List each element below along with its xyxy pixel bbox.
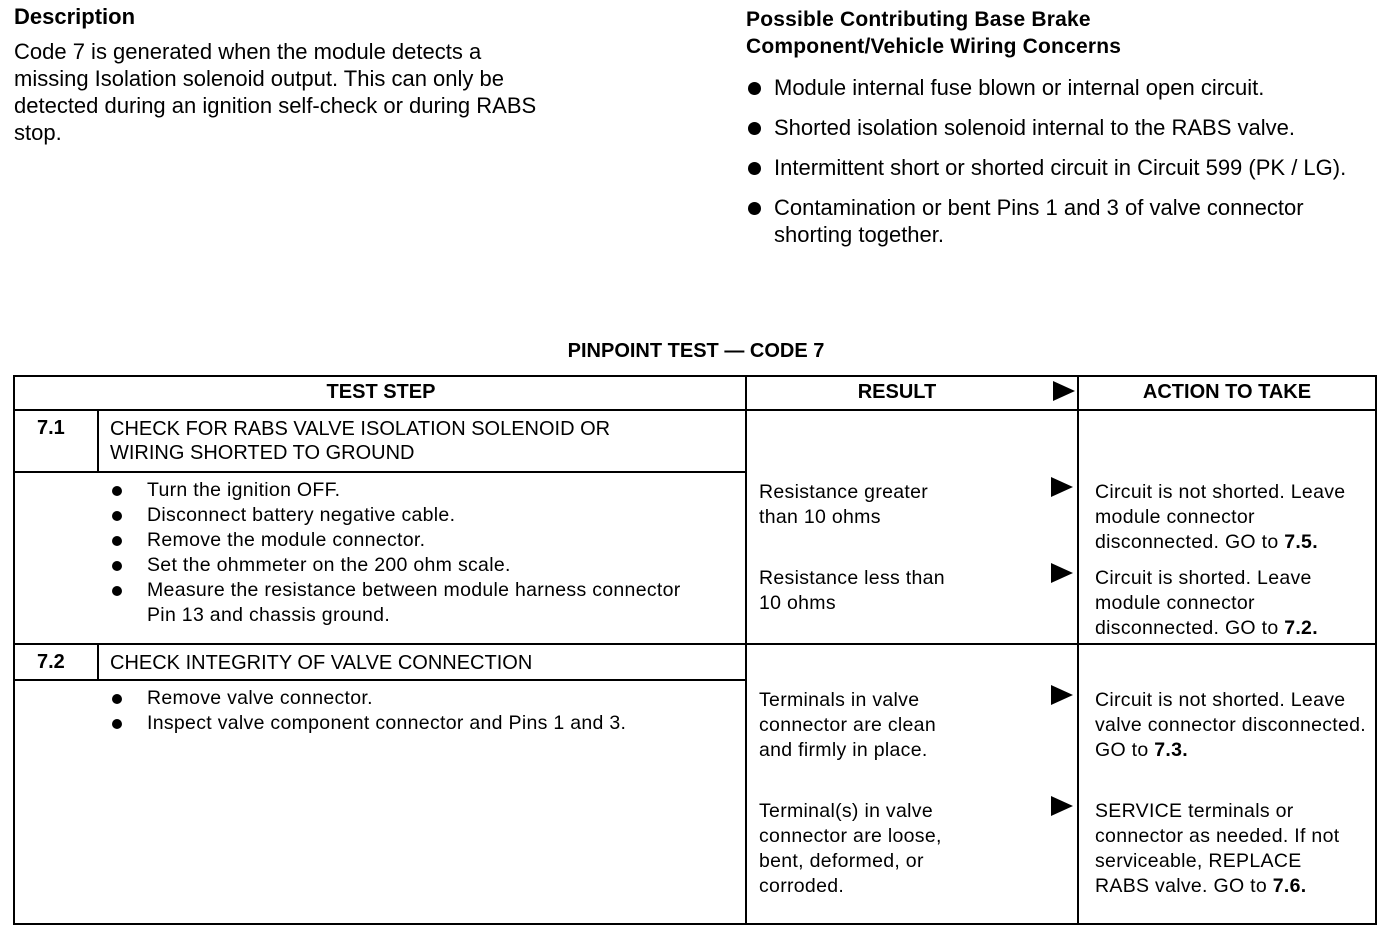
description-section [14, 4, 664, 146]
result-text: Resistance less than 10 ohms [759, 567, 945, 614]
action-text: Circuit is shorted. Leave module connector disconnected. GO to 7.2. [1095, 567, 1318, 639]
description-heading: Description [14, 4, 136, 29]
list-item: Remove valve connector. [107, 686, 727, 711]
description-line: Code 7 is generated when the module detects a [14, 39, 482, 64]
goto-step: 7.3. [1154, 739, 1188, 761]
arrow-icon [1051, 685, 1073, 705]
step-title: CHECK INTEGRITY OF VALVE CONNECTION [110, 652, 533, 674]
goto-step: 7.6. [1272, 875, 1307, 897]
list-item: Shorted isolation solenoid internal to the RABS valve. [746, 114, 1334, 141]
description-line: missing Isolation solenoid output. This can only be [14, 66, 504, 91]
action-text: Circuit is not shorted. Leave module connector disconnected. GO to 7.5. [1095, 481, 1346, 553]
bullet-icon [112, 511, 122, 521]
step-bullets [107, 686, 727, 736]
description-line: stop. [14, 120, 62, 145]
arrow-icon [1051, 563, 1073, 583]
list-item: Module internal fuse blown or internal open circuit. [746, 74, 1386, 101]
step-number-divider [97, 409, 99, 471]
bullet-icon [112, 719, 122, 729]
list-item: Intermittent short or shorted circuit in Circuit 599 (PK / LG). [746, 154, 1354, 181]
list-item: Disconnect battery negative cable. [107, 503, 727, 528]
arrow-icon [1053, 381, 1075, 401]
arrow-icon [1051, 477, 1073, 497]
arrow-icon [1051, 796, 1073, 816]
list-item: Remove the module connector. [107, 528, 727, 553]
step-title-divider [15, 679, 747, 681]
list-item: Contamination or bent Pins 1 and 3 of valve connector shorting together. [746, 194, 1314, 248]
concerns-list [746, 74, 1386, 248]
column-divider [745, 377, 747, 923]
list-item: Set the ohmmeter on the 200 ohm scale. [107, 553, 727, 578]
list-item: Turn the ignition OFF. [107, 478, 727, 503]
pinpoint-title: PINPOINT TEST — CODE 7 [567, 340, 825, 362]
description-text [14, 38, 664, 146]
bullet-icon [112, 536, 122, 546]
row-divider [15, 643, 1375, 645]
bullet-icon [748, 202, 761, 215]
concerns-section [746, 6, 1386, 261]
bullet-icon [112, 561, 122, 571]
bullet-icon [112, 694, 122, 704]
header-result: RESULT [857, 381, 937, 403]
action-text: SERVICE terminals or connector as needed. If not serviceable, REPLACE RABS valve. GO to 7.6. [1095, 800, 1340, 897]
description-line: detected during an ignition self-check or during RABS [14, 93, 537, 118]
bullet-icon [748, 82, 761, 95]
bullet-icon [748, 162, 761, 175]
header-action: ACTION TO TAKE [1142, 381, 1312, 403]
column-divider [1077, 377, 1079, 923]
step-number: 7.2 [37, 651, 65, 673]
bullet-icon [112, 486, 122, 496]
bullet-icon [748, 122, 761, 135]
step-bullets [107, 478, 727, 628]
concerns-heading: Possible Contributing Base Brake Component/Vehicle Wiring Concerns [746, 8, 1122, 58]
action-text: Circuit is not shorted. Leave valve connector disconnected. GO to 7.3. [1095, 689, 1367, 761]
step-title-divider [15, 471, 747, 473]
list-item: Measure the resistance between module harness connector Pin 13 and chassis ground. [107, 578, 697, 628]
header-divider [15, 409, 1375, 411]
list-item: Inspect valve component connector and Pins 1 and 3. [107, 711, 707, 736]
pinpoint-table [13, 375, 1377, 925]
result-text: Terminal(s) in valve connector are loose, bent, deformed, or corroded. [759, 800, 942, 897]
result-text: Resistance greater than 10 ohms [759, 481, 929, 528]
goto-step: 7.5. [1284, 531, 1318, 553]
step-number-divider [97, 643, 99, 679]
header-test-step: TEST STEP [326, 381, 436, 403]
step-number: 7.1 [37, 417, 65, 439]
goto-step: 7.2. [1284, 617, 1318, 639]
step-title: CHECK FOR RABS VALVE ISOLATION SOLENOID OR WIRING SHORTED TO GROUND [110, 418, 611, 464]
bullet-icon [112, 586, 122, 596]
result-text: Terminals in valve connector are clean and firmly in place. [759, 689, 936, 761]
